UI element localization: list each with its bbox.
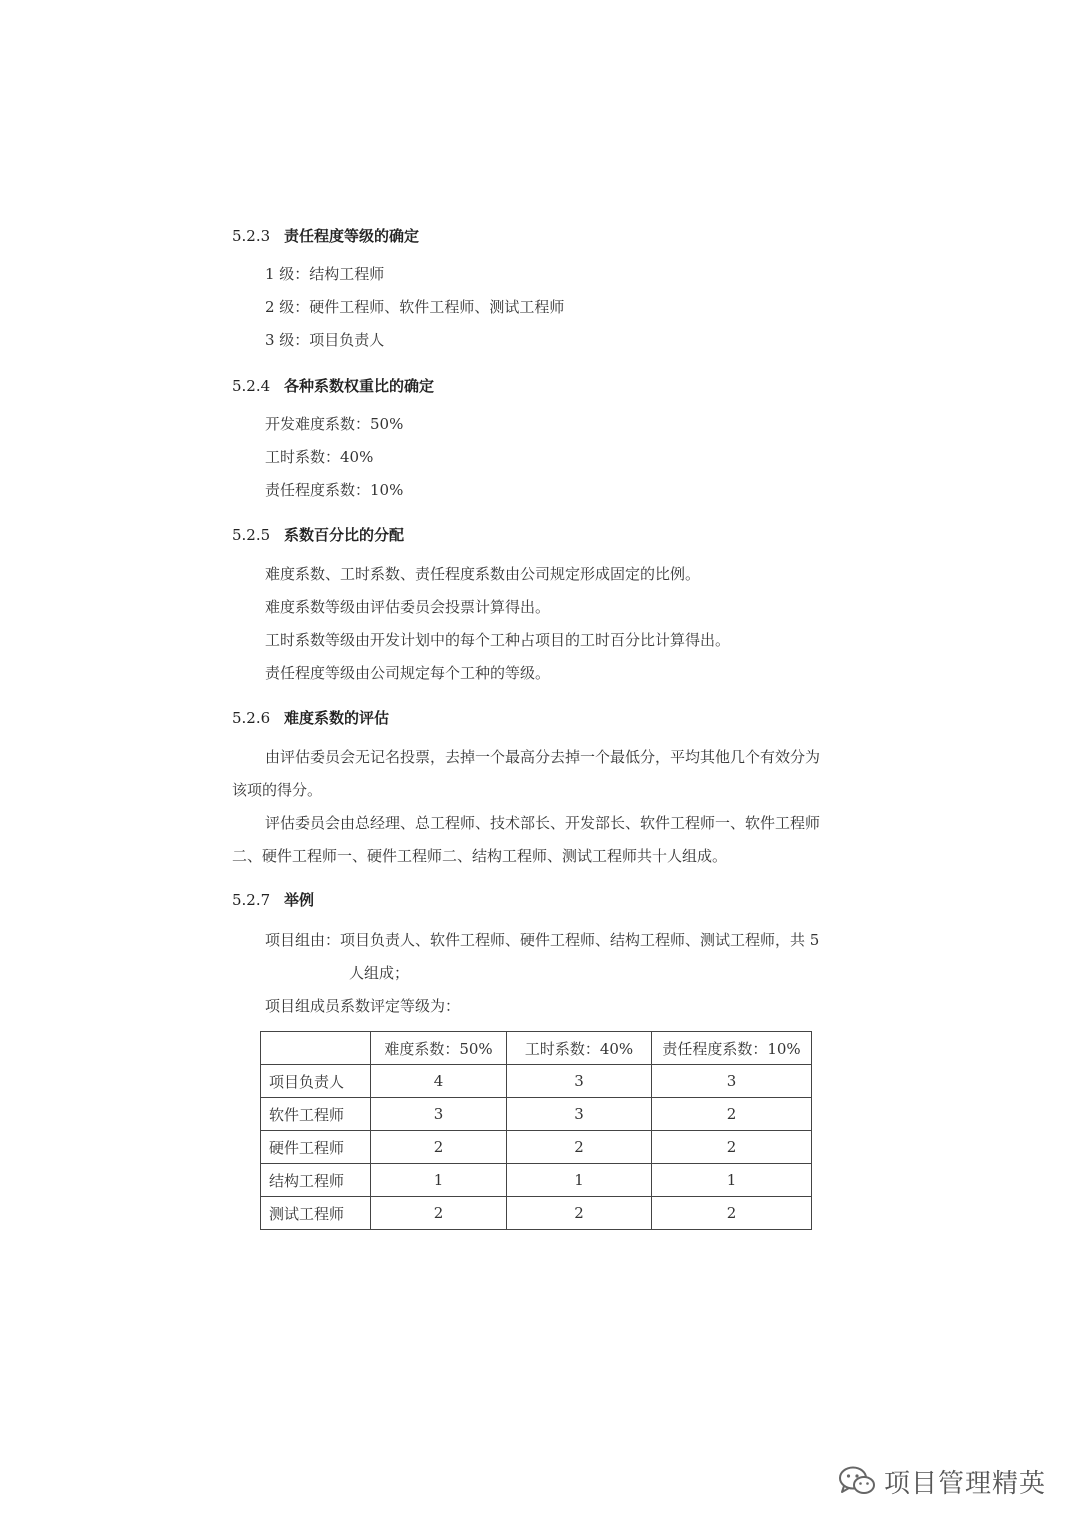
table-cell: 2 bbox=[371, 1131, 507, 1164]
table-cell: 2 bbox=[507, 1197, 652, 1230]
table-cell: 2 bbox=[507, 1131, 652, 1164]
table-cell: 2 bbox=[371, 1197, 507, 1230]
section-title: 难度系数的评估 bbox=[284, 709, 390, 727]
paragraph-line: 开发难度系数：50% bbox=[265, 415, 404, 433]
section-title: 系数百分比的分配 bbox=[284, 526, 405, 544]
watermark bbox=[838, 1463, 1046, 1499]
table-header-row bbox=[261, 1032, 812, 1065]
paragraph-line: 2 级：硬件工程师、软件工程师、测试工程师 bbox=[265, 298, 565, 316]
table-cell: 2 bbox=[652, 1131, 812, 1164]
coefficient-table bbox=[260, 1031, 812, 1230]
table-header-cell bbox=[261, 1032, 371, 1065]
paragraph-line: 人组成； bbox=[349, 964, 410, 982]
table-cell: 2 bbox=[652, 1197, 812, 1230]
section-heading-5-2-4 bbox=[232, 375, 434, 396]
table-cell: 3 bbox=[371, 1098, 507, 1131]
table-cell: 3 bbox=[507, 1098, 652, 1131]
section-number: 5.2.4 bbox=[232, 377, 271, 395]
table-cell: 1 bbox=[652, 1164, 812, 1197]
section-heading-5-2-3 bbox=[232, 225, 419, 246]
table-row bbox=[261, 1131, 812, 1164]
section-number: 5.2.7 bbox=[232, 891, 271, 909]
paragraph-line: 项目组由：项目负责人、软件工程师、硬件工程师、结构工程师、测试工程师，共 5 bbox=[265, 931, 820, 949]
table-cell: 3 bbox=[507, 1065, 652, 1098]
paragraph-line: 该项的得分。 bbox=[232, 781, 323, 799]
table-header-cell: 难度系数：50% bbox=[371, 1032, 507, 1065]
table-row bbox=[261, 1197, 812, 1230]
paragraph-line: 二、硬件工程师一、硬件工程师二、结构工程师、测试工程师共十人组成。 bbox=[232, 847, 728, 865]
table-cell: 4 bbox=[371, 1065, 507, 1098]
paragraph-line: 工时系数：40% bbox=[265, 448, 374, 466]
table-row bbox=[261, 1164, 812, 1197]
section-number: 5.2.3 bbox=[232, 227, 271, 245]
paragraph-line: 评估委员会由总经理、总工程师、技术部长、开发部长、软件工程师一、软件工程师 bbox=[265, 814, 821, 832]
section-heading-5-2-7 bbox=[232, 889, 314, 910]
paragraph-line: 1 级：结构工程师 bbox=[265, 265, 385, 283]
table-row-label: 测试工程师 bbox=[261, 1197, 371, 1230]
wechat-icon bbox=[838, 1465, 876, 1497]
paragraph-line: 难度系数、工时系数、责任程度系数由公司规定形成固定的比例。 bbox=[265, 565, 701, 583]
section-title: 各种系数权重比的确定 bbox=[284, 377, 435, 395]
watermark-text: 项目管理精英 bbox=[884, 1468, 1047, 1499]
table-header-cell: 工时系数：40% bbox=[507, 1032, 652, 1065]
paragraph-line: 由评估委员会无记名投票，去掉一个最高分去掉一个最低分，平均其他几个有效分为 bbox=[265, 748, 821, 766]
paragraph-line: 3 级：项目负责人 bbox=[265, 331, 385, 349]
table-cell: 1 bbox=[371, 1164, 507, 1197]
table-row-label: 项目负责人 bbox=[261, 1065, 371, 1098]
table-row-label: 软件工程师 bbox=[261, 1098, 371, 1131]
paragraph-line: 工时系数等级由开发计划中的每个工种占项目的工时百分比计算得出。 bbox=[265, 631, 731, 649]
table-cell: 1 bbox=[507, 1164, 652, 1197]
section-title: 责任程度等级的确定 bbox=[284, 227, 420, 245]
table-row-label: 硬件工程师 bbox=[261, 1131, 371, 1164]
section-heading-5-2-5 bbox=[232, 524, 404, 545]
paragraph-line: 责任程度等级由公司规定每个工种的等级。 bbox=[265, 664, 551, 682]
table-cell: 2 bbox=[652, 1098, 812, 1131]
table-header-cell: 责任程度系数：10% bbox=[652, 1032, 812, 1065]
paragraph-line: 难度系数等级由评估委员会投票计算得出。 bbox=[265, 598, 551, 616]
table-row bbox=[261, 1065, 812, 1098]
paragraph-line: 责任程度系数：10% bbox=[265, 481, 404, 499]
table-cell: 3 bbox=[652, 1065, 812, 1098]
table-row bbox=[261, 1098, 812, 1131]
section-title: 举例 bbox=[284, 891, 315, 909]
section-number: 5.2.6 bbox=[232, 709, 271, 727]
paragraph-line: 项目组成员系数评定等级为： bbox=[265, 997, 461, 1015]
section-number: 5.2.5 bbox=[232, 526, 271, 544]
table-row-label: 结构工程师 bbox=[261, 1164, 371, 1197]
section-heading-5-2-6 bbox=[232, 707, 389, 728]
